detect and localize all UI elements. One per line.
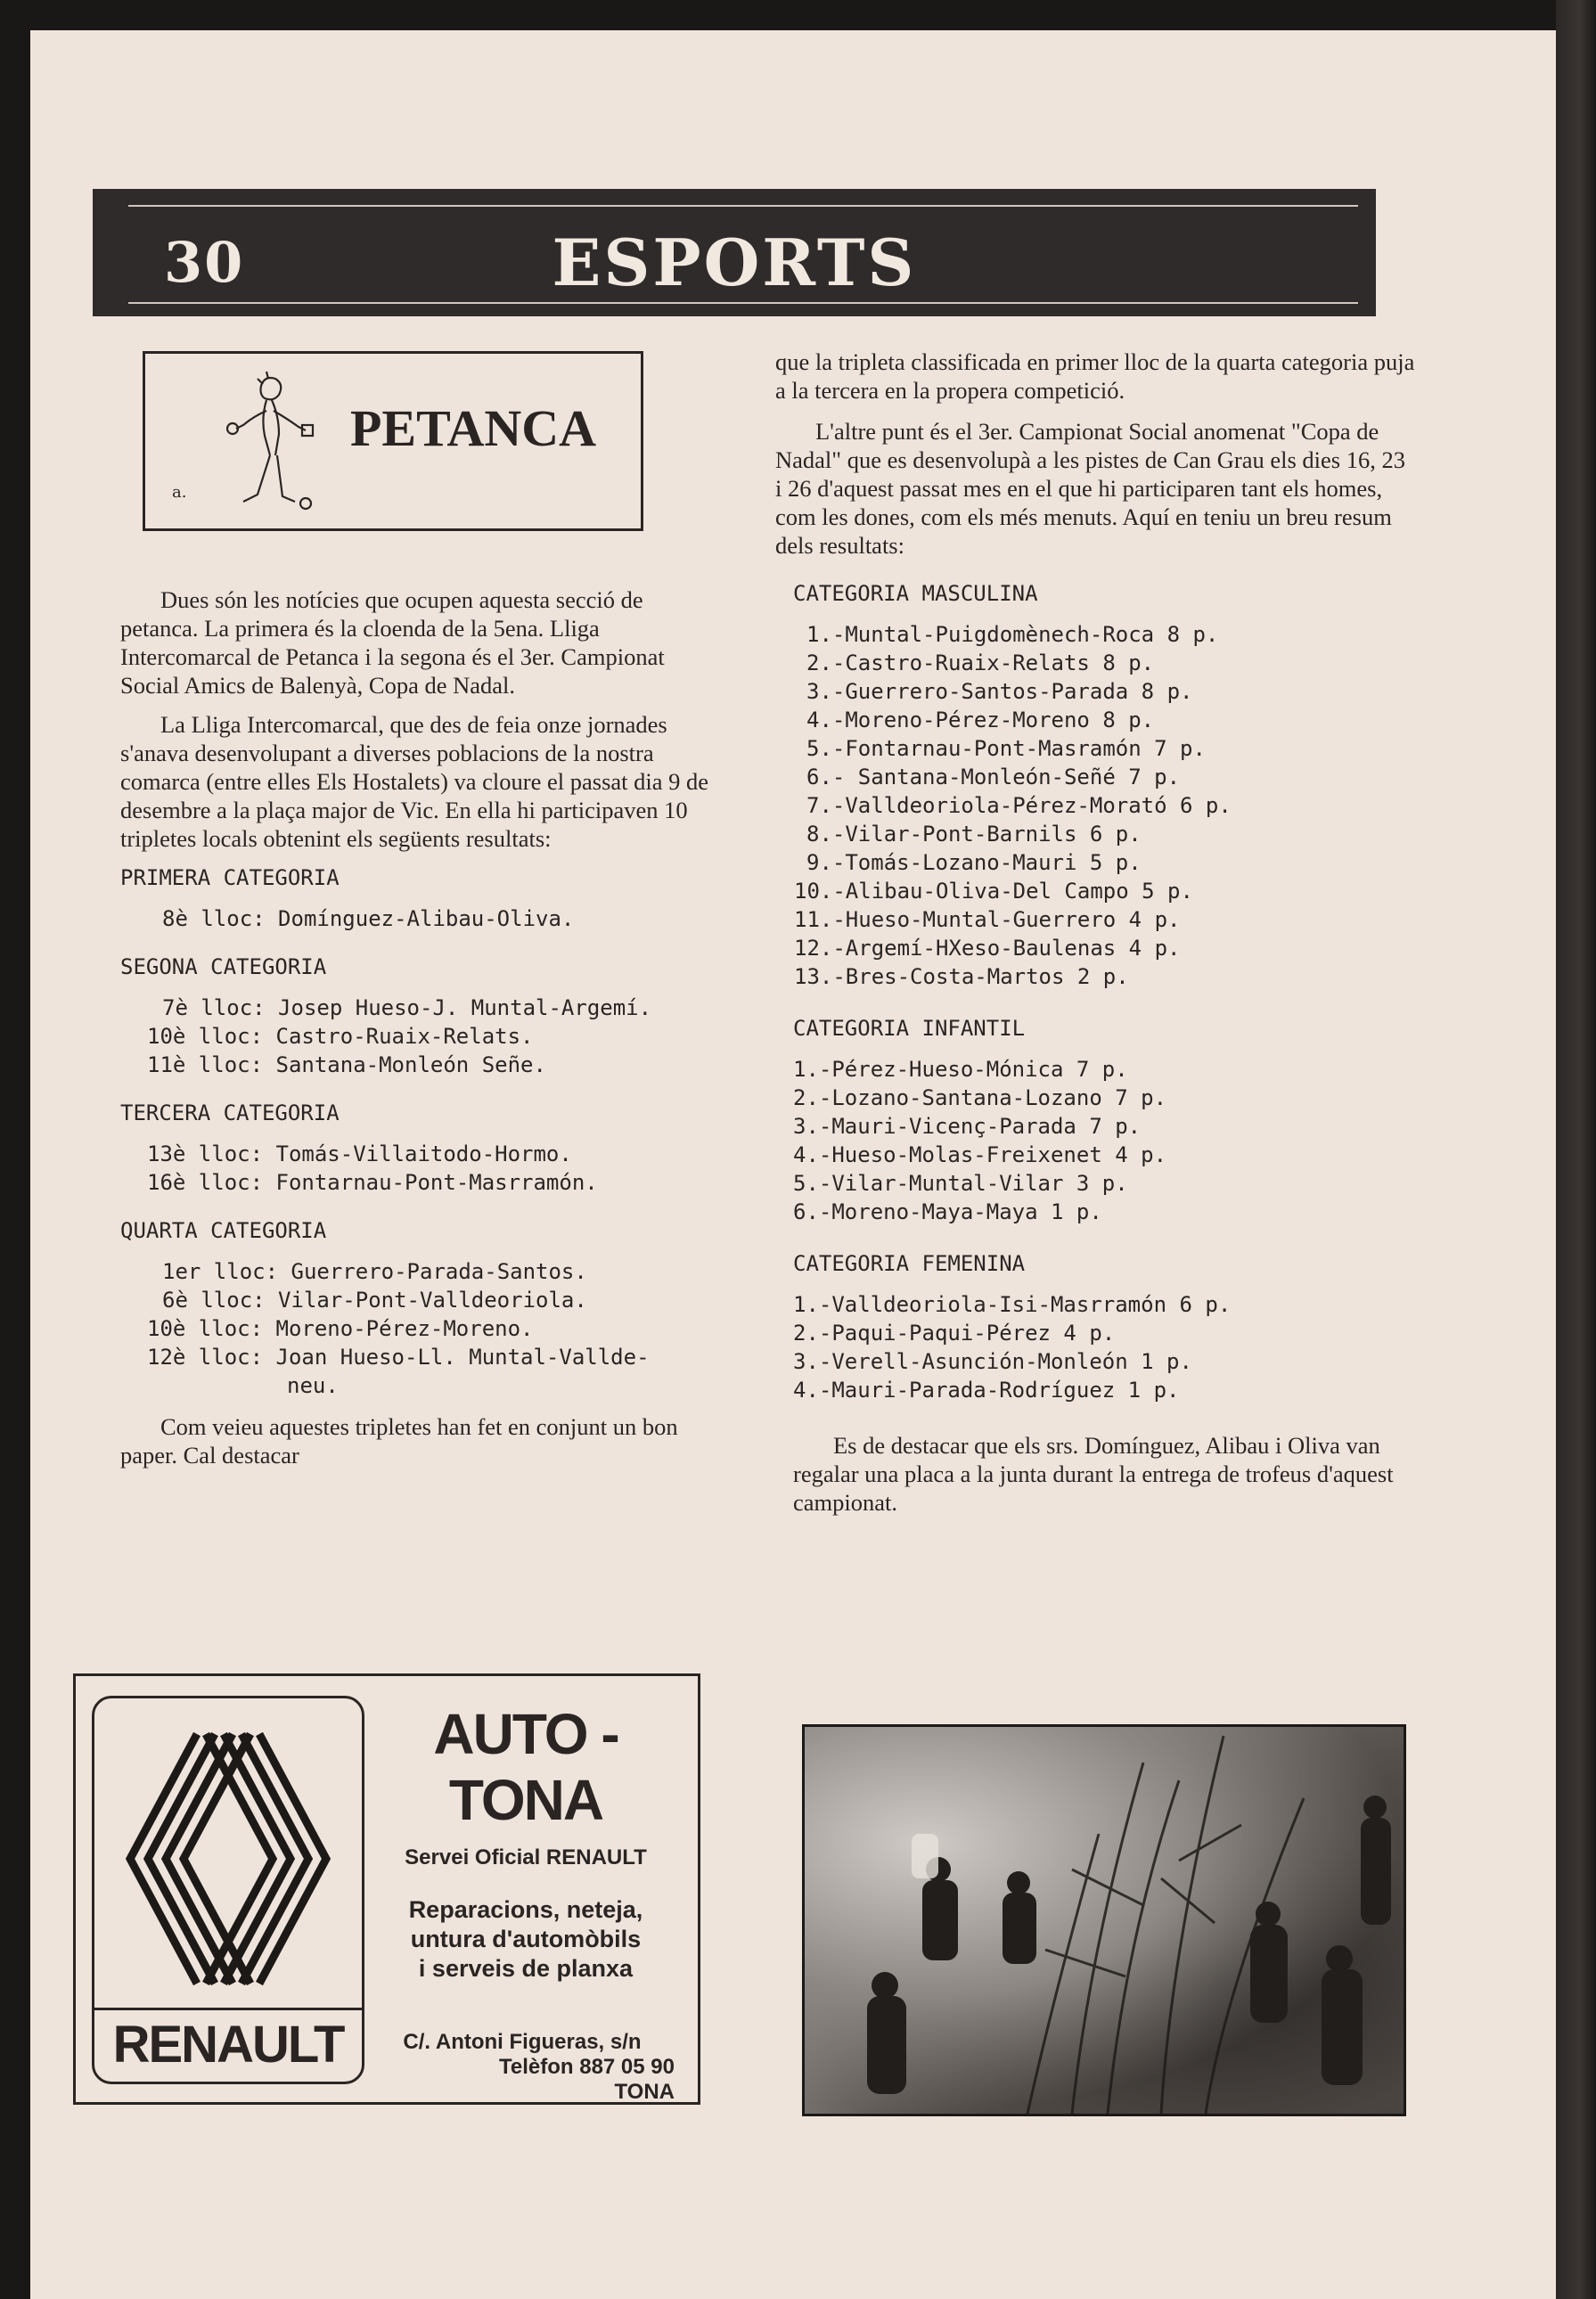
- entry-names: Josep Hueso-J. Muntal-Argemí.: [278, 995, 652, 1020]
- result-row: 4.-Moreno-Pérez-Moreno 8 p.: [806, 708, 1155, 732]
- petanca-players-photo: [802, 1724, 1406, 2116]
- renault-logo-word: RENAULT: [112, 2016, 344, 2074]
- entry-names: Domínguez-Alibau-Oliva.: [278, 906, 575, 931]
- result-row: 2.-Lozano-Santana-Lozano 7 p.: [793, 1085, 1167, 1110]
- advert-brand: AUTO - TONA: [433, 1702, 618, 1832]
- category-heading: TERCERA CATEGORIA: [120, 1100, 340, 1125]
- left-column: [120, 545, 726, 1469]
- category-entry: [120, 1286, 726, 1314]
- femenina-heading: CATEGORIA FEMENINA: [793, 1251, 1026, 1276]
- category-entry: [120, 1051, 726, 1079]
- advert-description-line: i serveis de planxa: [418, 1955, 634, 1982]
- renault-diamond-icon: [112, 1716, 344, 2001]
- result-row: 3.-Mauri-Vicenç-Parada 7 p.: [793, 1114, 1142, 1139]
- entry-names: Guerrero-Parada-Santos.: [291, 1259, 587, 1284]
- closing-paragraph: Com veieu aquestes tripletes han fet en conjunt un bon paper. Cal destacar: [120, 1413, 678, 1469]
- result-row: 6.-Moreno-Maya-Maya 1 p.: [793, 1199, 1102, 1224]
- continuation-paragraph: que la tripleta classificada en primer lloc de la quarta categoria puja a la tercera en la propera competició.: [775, 348, 1415, 404]
- advert-town: TONA: [614, 2080, 675, 2104]
- entry-place: 12è lloc:: [147, 1345, 264, 1370]
- result-row: 3.-Verell-Asunción-Monleón 1 p.: [793, 1349, 1192, 1374]
- advert-text: [370, 1694, 682, 2105]
- result-row: 3.-Guerrero-Santos-Parada 8 p.: [806, 679, 1193, 704]
- result-row: 2.-Castro-Ruaix-Relats 8 p.: [806, 650, 1155, 675]
- entry-place: 1er lloc:: [162, 1259, 279, 1284]
- advert-subtitle: Servei Oficial RENAULT: [405, 1845, 647, 1869]
- renault-logo-frame: [92, 1696, 364, 2084]
- entry-names: Fontarnau-Pont-Masrramón.: [275, 1170, 598, 1195]
- category-entry: [120, 904, 726, 933]
- closing-paragraph: Es de destacar que els srs. Domínguez, Alibau i Oliva van regalar una placa a la junta durant la entrega de trofeus d'aquest campionat.: [793, 1432, 1394, 1516]
- section-title: ESPORTS: [552, 225, 917, 300]
- femenina-results: [775, 1290, 1417, 1404]
- result-row: 12.-Argemí-HXeso-Baulenas 4 p.: [794, 936, 1181, 961]
- entry-names: Castro-Ruaix-Relats.: [275, 1024, 534, 1049]
- entry-continuation: neu.: [287, 1373, 339, 1398]
- entry-place: 16è lloc:: [147, 1170, 264, 1195]
- copa-paragraph: L'altre punt és el 3er. Campionat Social anomenat "Copa de Nadal" que es desenvolupà a les pistes de Can Grau els dies 16, 23 i 26 d'aquest passat mes en el que hi participaren tant els homes, com les dones, com els més menuts. Aquí en teniu un breu resum dels resultats:: [775, 418, 1405, 559]
- ball-mark: a.: [172, 483, 187, 502]
- entry-place: 6è lloc:: [162, 1288, 266, 1313]
- infantil-results: [775, 1055, 1417, 1226]
- result-row: 11.-Hueso-Muntal-Guerrero 4 p.: [794, 907, 1181, 932]
- advert-description-line: untura d'automòbils: [410, 1926, 642, 1952]
- result-row: 1.-Pérez-Hueso-Mónica 7 p.: [793, 1057, 1128, 1082]
- intro-paragraph: Dues són les notícies que ocupen aquesta secció de petanca. La primera és la cloenda de la 5ena. Lliga Intercomarcal de Petanca i la segona és el 3er. Campionat Social Amics de Balenyà, Copa de Nadal.: [120, 586, 665, 699]
- category-entry: [120, 1168, 726, 1197]
- category-heading: QUARTA CATEGORIA: [120, 1218, 327, 1243]
- infantil-heading: CATEGORIA INFANTIL: [793, 1016, 1026, 1041]
- category-entry: [120, 1343, 726, 1371]
- page-edge: [1556, 0, 1596, 2299]
- reeds-and-players-image: [805, 1727, 1404, 2114]
- entry-names: Tomás-Villaitodo-Hormo.: [275, 1141, 572, 1166]
- entry-names: Vilar-Pont-Valldeoriola.: [278, 1288, 587, 1313]
- category-entry: [120, 1314, 726, 1343]
- entry-place: 7è lloc:: [162, 995, 266, 1020]
- category-heading: SEGONA CATEGORIA: [120, 954, 327, 979]
- logo-divider: [94, 2008, 362, 2010]
- lliga-paragraph: La Lliga Intercomarcal, que des de feia onze jornades s'anava desenvolupant a diverses poblacions de la nostra comarca (entre elles Els Hostalets) va cloure el passat dia 9 de desembre a la plaça major de Vic. En ella hi participaven 10 tripletes locals obtenint els següents resultats:: [120, 711, 709, 852]
- entry-place: 11è lloc:: [147, 1052, 264, 1077]
- entry-place: 13è lloc:: [147, 1141, 264, 1166]
- masculina-results: [775, 620, 1417, 991]
- result-row: 10.-Alibau-Oliva-Del Campo 5 p.: [794, 879, 1193, 904]
- result-row: 5.-Vilar-Muntal-Vilar 3 p.: [793, 1171, 1128, 1196]
- result-row: 7.-Valldeoriola-Pérez-Morató 6 p.: [806, 793, 1232, 818]
- category-entry: [120, 1257, 726, 1286]
- advert-street: C/. Antoni Figueras, s/n: [403, 2030, 642, 2054]
- entry-place: 10è lloc:: [147, 1316, 264, 1341]
- masculina-heading: CATEGORIA MASCULINA: [793, 581, 1038, 606]
- result-row: 9.-Tomás-Lozano-Mauri 5 p.: [806, 850, 1142, 875]
- entry-names: Joan Hueso-Ll. Muntal-Vallde-: [275, 1345, 650, 1370]
- category-entry: [120, 994, 726, 1022]
- advert-address: [370, 2030, 682, 2105]
- advert-description: [370, 1895, 682, 1984]
- header-rule-top: [128, 205, 1358, 207]
- category-entry: [120, 1140, 726, 1168]
- petanca-title: PETANCA: [350, 399, 597, 457]
- right-column: [775, 319, 1417, 1517]
- result-row: 5.-Fontarnau-Pont-Masramón 7 p.: [806, 736, 1206, 761]
- category-entry: [120, 1022, 726, 1051]
- petanca-title-box: [143, 351, 643, 531]
- result-row: 13.-Bres-Costa-Martos 2 p.: [794, 964, 1129, 989]
- result-row: 2.-Paqui-Paqui-Pérez 4 p.: [793, 1321, 1116, 1346]
- result-row: 1.-Muntal-Puigdomènech-Roca 8 p.: [806, 622, 1219, 647]
- result-row: 8.-Vilar-Pont-Barnils 6 p.: [806, 822, 1142, 847]
- entry-place: 8è lloc:: [162, 906, 266, 931]
- category-heading: PRIMERA CATEGORIA: [120, 865, 340, 890]
- auto-tona-advert: [73, 1673, 700, 2105]
- advert-phone: Telèfon 887 05 90: [499, 2055, 675, 2079]
- entry-names: Moreno-Pérez-Moreno.: [275, 1316, 534, 1341]
- result-row: 6.- Santana-Monleón-Señé 7 p.: [806, 765, 1181, 790]
- petanca-player-icon: [217, 370, 332, 517]
- result-row: 4.-Hueso-Molas-Freixenet 4 p.: [793, 1142, 1167, 1167]
- advert-description-line: Reparacions, neteja,: [408, 1896, 643, 1923]
- page-number: 30: [164, 230, 245, 295]
- section-header: [93, 189, 1376, 316]
- result-row: 1.-Valldeoriola-Isi-Masrramón 6 p.: [793, 1292, 1232, 1317]
- entry-names: Santana-Monleón Señe.: [275, 1052, 546, 1077]
- header-rule-bottom: [128, 302, 1358, 304]
- entry-place: 10è lloc:: [147, 1024, 264, 1049]
- result-row: 4.-Mauri-Parada-Rodríguez 1 p.: [793, 1378, 1180, 1403]
